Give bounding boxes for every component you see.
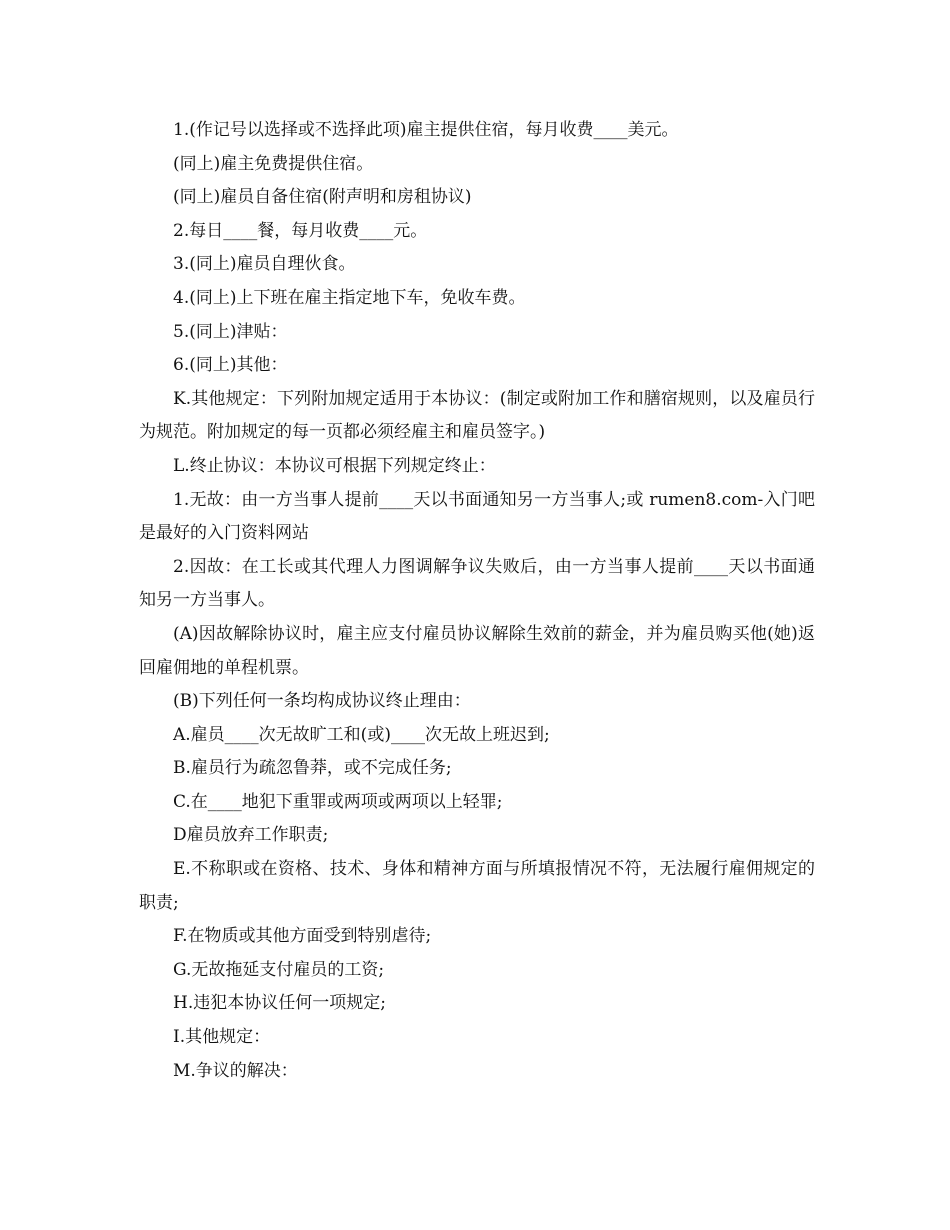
paragraph-22: H.违犯本协议任何一项规定; (173, 993, 386, 1014)
paragraph-15: A.雇员____次无故旷工和(或)____次无故上班迟到; (173, 724, 550, 745)
paragraph-24: M.争议的解决： (173, 1060, 298, 1081)
paragraph-12: 2.因故：在工长或其代理人力图调解争议失败后，由一方当事人提前____天以书面通知另一方当事人。 (139, 556, 815, 611)
paragraph-23: I.其他规定： (173, 1027, 271, 1048)
paragraph-13: (A)因故解除协议时，雇主应支付雇员协议解除生效前的薪金，并为雇员购买他(她)返回雇佣地的单程机票。 (139, 623, 815, 678)
paragraph-19: E.不称职或在资格、技术、身体和精神方面与所填报情况不符，无法履行雇佣规定的职责; (139, 859, 815, 913)
paragraph-7: 5.(同上)津贴： (173, 321, 288, 342)
paragraph-5: 3.(同上)雇员自理伙食。 (173, 254, 356, 275)
paragraph-2: (同上)雇主免费提供住宿。 (173, 153, 374, 174)
paragraph-4: 2.每日____餐，每月收费____元。 (173, 220, 428, 241)
paragraph-1: 1.(作记号以选择或不选择此项)雇主提供住宿，每月收费____美元。 (173, 120, 679, 140)
paragraph-17: C.在____地犯下重罪或两项或两项以上轻罪; (173, 791, 503, 812)
paragraph-16: B.雇员行为疏忽鲁莽，或不完成任务; (173, 758, 452, 779)
paragraph-8: 6.(同上)其他： (173, 355, 288, 376)
paragraph-6: 4.(同上)上下班在雇主指定地下车，免收车费。 (173, 287, 526, 308)
paragraph-11: 1.无故：由一方当事人提前____天以书面通知另一方当事人;或 rumen8.com-入门吧是最好的入门资料网站 (139, 489, 815, 544)
paragraph-14: (B)下列任何一条均构成协议终止理由： (173, 691, 471, 712)
paragraph-20: F.在物质或其他方面受到特别虐待; (173, 926, 432, 947)
paragraph-10: L.终止协议：本协议可根据下列规定终止： (173, 455, 496, 476)
paragraph-3: (同上)雇员自备住宿(附声明和房租协议) (173, 187, 472, 208)
paragraph-18: D雇员放弃工作职责; (173, 825, 329, 846)
paragraph-9: K.其他规定：下列附加规定适用于本协议：(制定或附加工作和膳宿规则，以及雇员行为规范。附加规定的每一页都必须经雇主和雇员签字。) (139, 388, 815, 443)
document-body (139, 114, 815, 1088)
paragraph-21: G.无故拖延支付雇员的工资; (173, 959, 385, 980)
